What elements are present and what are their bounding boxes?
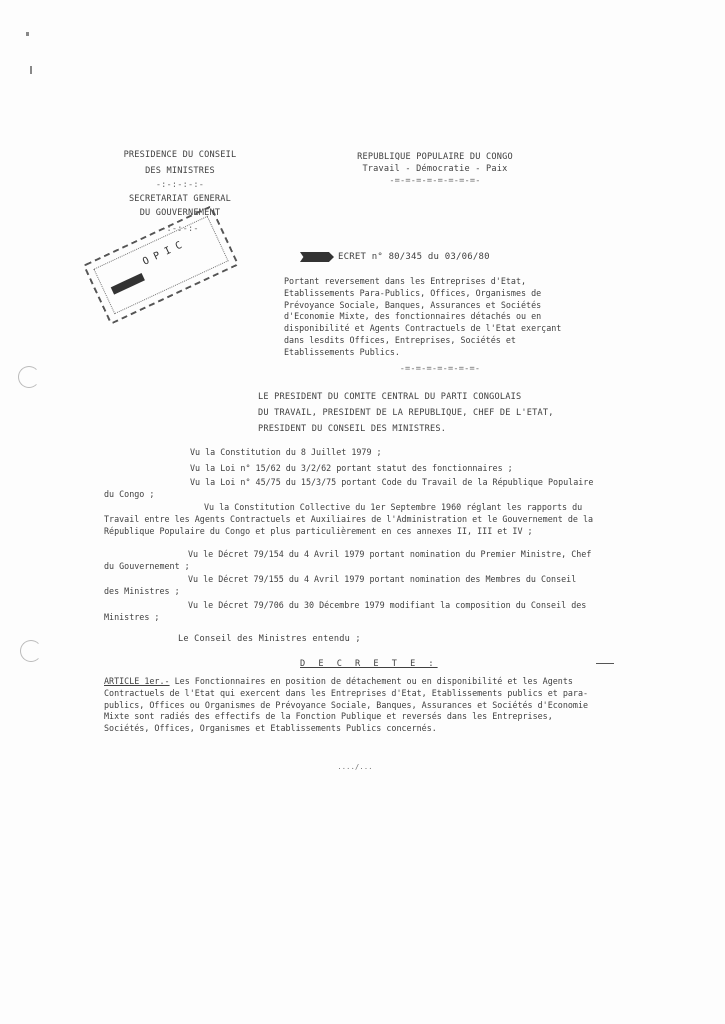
decree-subject: Portant reversement dans les Entreprises d'Etat, Etablissements Para-Publics, Offices, Organismes de Prévoyance Sociale, Banques, Assurances et Sociétés d'Economie Mixte, des fonctionnaires détachés ou en disponibilité et Agents Contractuels de l'Etat exerçant dans lesdits Offices, Entreprises, Sociétés et Etablissements Publics.	[284, 276, 562, 357]
header-right-separator: -=-=-=-=-=-=-=-=-	[389, 176, 481, 186]
visa-item: Vu la Constitution du 8 Juillet 1979 ;	[190, 447, 382, 457]
president-line2: DU TRAVAIL, PRESIDENT DE LA REPUBLIQUE, CHEF DE L'ETAT,	[258, 408, 554, 418]
republic-motto: Travail - Démocratie - Paix	[362, 164, 508, 174]
header-left-separator: -:-:-:-	[161, 224, 199, 234]
scan-mark	[30, 66, 32, 74]
decree-title: ECRET n° 80/345 du 03/06/80	[338, 252, 490, 262]
visa-item: Vu la Constitution Collective du 1er Septembre 1960 réglant les rapports du Travail entre les Agents Contractuels et Auxiliaires de l'Administration et le Gouvernement de la République Populaire du Congo et plus particulièrement en ces annexes II, III et IV ;	[104, 502, 594, 536]
visa-item: Vu le Décret 79/706 du 30 Décembre 1979 modifiant la composition du Conseil des Ministres ;	[104, 600, 587, 622]
scan-mark	[26, 32, 29, 36]
header-left-line3: SECRETARIAT GENERAL	[128, 194, 232, 204]
header-left-line2: DES MINISTRES	[145, 166, 215, 176]
header-left-separator: -:-:-:-:-	[155, 180, 205, 190]
visa-item: Vu le Décret 79/155 du 4 Avril 1979 portant nomination des Membres du Conseil des Ministres ;	[104, 574, 577, 596]
visa-item: Vu la Loi n° 15/62 du 3/2/62 portant statut des fonctionnaires ;	[190, 463, 513, 473]
header-left-line1: PRESIDENCE DU CONSEIL	[123, 150, 237, 160]
visa-item: Vu le Décret 79/154 du 4 Avril 1979 portant nomination du Premier Ministre, Chef du Gouvernement ;	[104, 549, 592, 571]
visa-item: Vu la Loi n° 45/75 du 15/3/75 portant Code du Travail de la République Populaire du Congo ;	[104, 477, 594, 499]
header-left-line4: DU GOUVERNEMENT	[139, 208, 221, 218]
punch-hole-bottom	[20, 640, 42, 662]
decree-separator: -=-=-=-=-=-=-=-	[399, 364, 481, 374]
margin-mark	[596, 663, 614, 664]
president-line3: PRESIDENT DU CONSEIL DES MINISTRES.	[258, 424, 447, 434]
punch-hole-top	[18, 366, 40, 388]
republic-name: REPUBLIQUE POPULAIRE DU CONGO	[357, 152, 513, 162]
article-1	[104, 676, 594, 735]
decree-initial-icon	[300, 252, 334, 262]
article-1-label: ARTICLE 1er.-	[104, 676, 170, 686]
article-1-text: Les Fonctionnaires en position de détachement ou en disponibilité et les Agents Contractuels de l'Etat qui exercent dans les Entreprises d'Etat, Etablissements publics et para-publics, Offices ou Organismes de Prévoyance Sociale, Banques, Assurances et Sociétés d'Economie Mixte sont radiés des effectifs de la Fonction Publique et reversés dans les Entreprises, Sociétés, Offices, Organismes et Etablissements Publics concernés.	[104, 676, 589, 734]
stamp-text: OPIC	[141, 237, 190, 268]
decrete-heading: D E C R E T E :	[300, 659, 438, 669]
continued-mark: ..../...	[337, 763, 373, 771]
council-heard: Le Conseil des Ministres entendu ;	[178, 634, 361, 644]
president-line1: LE PRESIDENT DU COMITE CENTRAL DU PARTI CONGOLAIS	[258, 392, 522, 402]
